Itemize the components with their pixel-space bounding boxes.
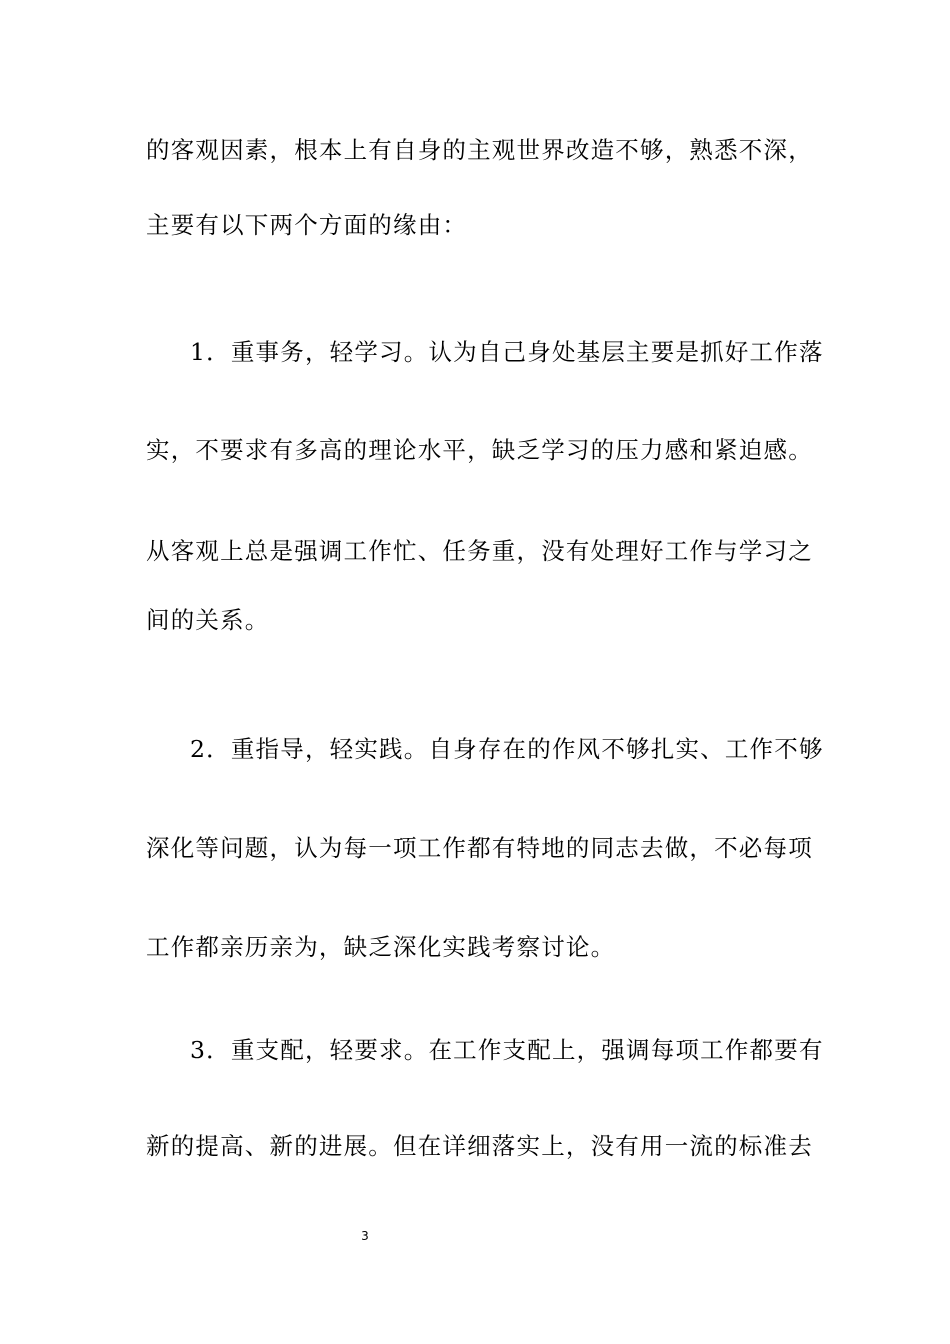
text-line: 工作都亲历亲为，缺乏深化实践考察讨论。 — [146, 933, 616, 961]
text-line: 间的关系。 — [146, 606, 270, 634]
text-line: 的客观因素，根本上有自身的主观世界改造不够，熟悉不深， — [146, 136, 813, 164]
text-line: 实，不要求有多高的理论水平，缺乏学习的压力感和紧迫感。 — [146, 436, 813, 464]
text-line: 1．重事务，轻学习。认为自己身处基层主要是抓好工作落 — [190, 338, 824, 366]
text-line: 2．重指导，轻实践。自身存在的作风不够扎实、工作不够 — [190, 735, 824, 763]
page-number: 3 — [361, 1229, 369, 1243]
text-line: 从客观上总是强调工作忙、任务重，没有处理好工作与学习之 — [146, 537, 813, 565]
text-line: 新的提高、新的进展。但在详细落实上，没有用一流的标准去 — [146, 1132, 813, 1160]
text-line: 主要有以下两个方面的缘由： — [146, 211, 468, 239]
text-line: 深化等问题，认为每一项工作都有特地的同志去做，不必每项 — [146, 834, 813, 862]
text-line: 3．重支配，轻要求。在工作支配上，强调每项工作都要有 — [190, 1036, 824, 1064]
